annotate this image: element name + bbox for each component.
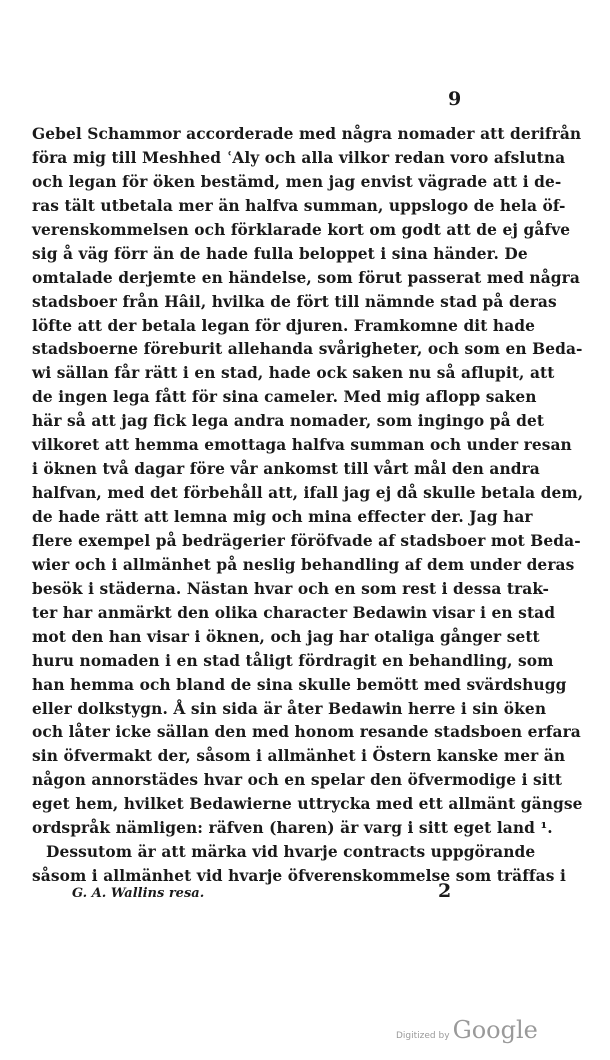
body-text <box>32 123 584 889</box>
text-line: såsom i allmänhet vid hvarje öfverenskommelse som träffas i <box>32 867 566 886</box>
text-line: här så att jag fick lega andra nomader, som ingingo på det <box>32 412 545 431</box>
text-line: eller dolkstygn. Å sin sida är åter Bedawin herre i sin öken <box>32 699 547 718</box>
text-line: wi sällan får rätt i en stad, hade ock saken nu så aflupit, att <box>32 364 555 383</box>
text-line: sig å väg förr än de hade fulla beloppet i sina händer. De <box>32 244 528 263</box>
watermark-prefix: Digitized by <box>396 1031 450 1041</box>
text-line: någon annorstädes hvar och en spelar den öfvermodige i sitt <box>32 771 563 790</box>
text-line: och legan för öken bestämd, men jag envist vägrade att i de- <box>32 172 562 191</box>
text-line: halfvan, med det förbehåll att, ifall jag ej då skulle betala dem, <box>32 484 584 503</box>
text-line: ras tält utbetala mer än halfva summan, uppslogo de hela öf- <box>32 196 566 215</box>
text-line: verenskommelsen och förklarade kort om godt att de ej gåfve <box>32 220 571 239</box>
text-line: wier och i allmänhet på neslig behandling af dem under deras <box>32 555 575 574</box>
text-line: föra mig till Meshhed ʿAly och alla vilkor redan voro afslutna <box>32 148 566 167</box>
text-line: ter har anmärkt den olika character Bedawin visar i en stad <box>32 603 556 622</box>
text-line: och låter icke sällan den med honom resande stadsboen erfara <box>32 723 581 742</box>
text-line: stadsboerne föreburit allehanda svårigheter, och som en Beda- <box>32 340 583 359</box>
text-line: de ingen lega fått för sina cameler. Med mig aflopp saken <box>32 388 537 407</box>
text-line: löfte att der betala legan för djuren. Framkomne dit hade <box>32 316 536 335</box>
page-number: 9 <box>448 88 462 110</box>
text-line: Gebel Schammor accorderade med några nomader att derifrån <box>32 125 582 143</box>
signature-mark: 2 <box>438 880 452 902</box>
text-line: Dessutom är att märka vid hvarje contracts uppgörande <box>46 843 536 862</box>
text-line: besök i städerna. Nästan hvar och en som rest i dessa trak- <box>32 579 549 598</box>
digitized-watermark <box>396 1016 538 1044</box>
text-line: eget hem, hvilket Bedawierne uttrycka med ett allmänt gängse <box>32 795 583 814</box>
google-logo: Google <box>452 1016 538 1044</box>
text-line: huru nomaden i en stad tåligt fördragit en behandling, som <box>32 651 554 670</box>
text-line: sin öfvermakt der, såsom i allmänhet i Östern kanske mer än <box>32 747 566 766</box>
text-line: ordspråk nämligen: räfven (haren) är varg i sitt eget land ¹. <box>32 819 553 838</box>
text-line: i öknen två dagar före vår ankomst till vårt mål den andra <box>32 460 540 479</box>
text-line: de hade rätt att lemna mig och mina effecter der. Jag har <box>32 508 533 526</box>
text-line: flere exempel på bedrägerier föröfvade af stadsboer mot Beda- <box>32 531 581 550</box>
text-line: omtalade derjemte en händelse, som förut passerat med några <box>32 268 580 287</box>
text-line: vilkoret att hemma emottaga halfva summan och under resan <box>32 436 572 455</box>
text-line: stadsboer från Hâil, hvilka de fört till nämnde stad på deras <box>32 292 557 311</box>
signature-line: G. A. Wallins resa. <box>72 886 205 901</box>
text-line: mot den han visar i öknen, och jag har otaliga gånger sett <box>32 627 540 646</box>
text-line: han hemma och bland de sina skulle bemött med svärdshugg <box>32 675 567 694</box>
